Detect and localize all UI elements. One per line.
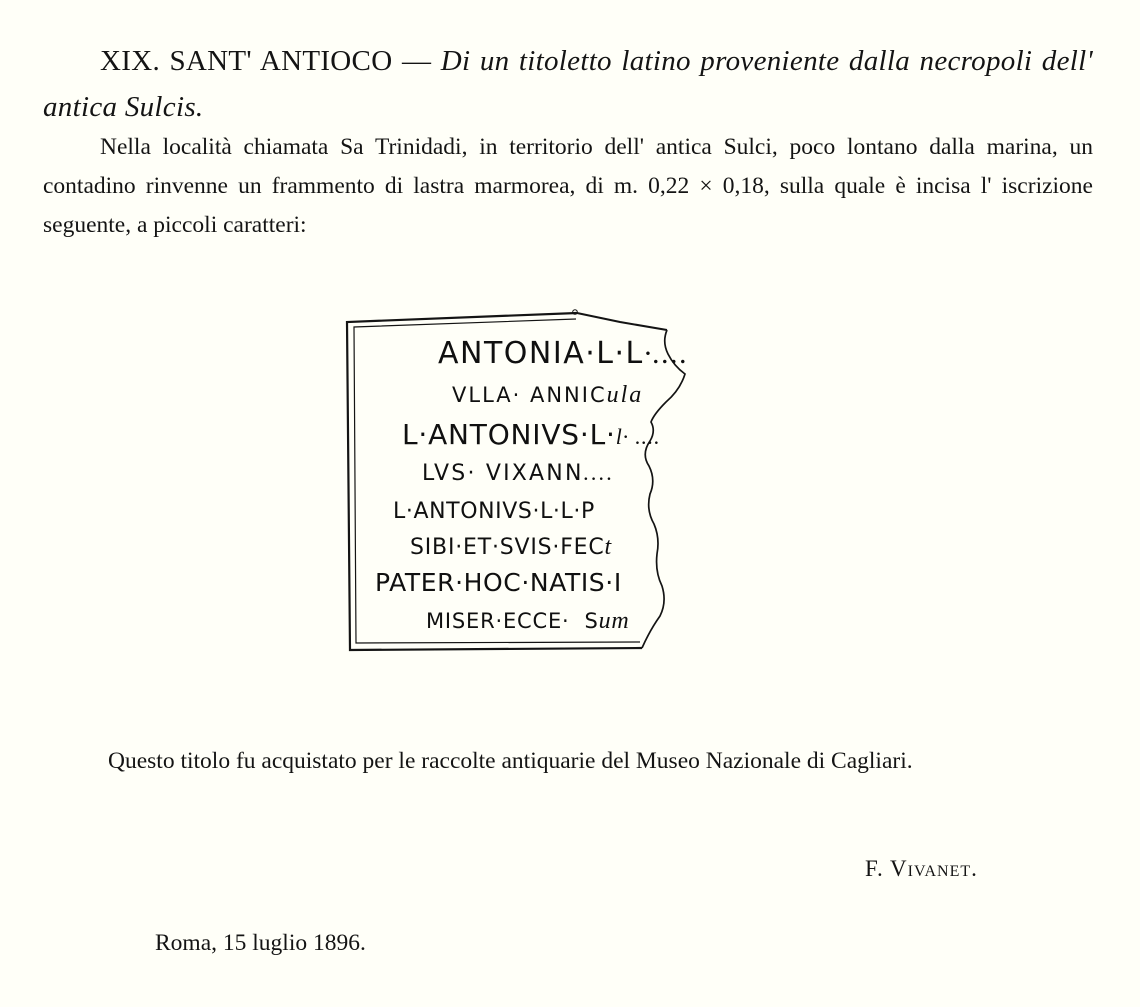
inscription-line-text: LVS· VIXANN [422, 461, 584, 486]
inscription-line-supplement: .... [583, 460, 615, 485]
inscription-line [410, 534, 612, 561]
closing-paragraph-text: Questo titolo fu acquistato per le raccolte antiquarie del Museo Nazionale di Cagliari. [108, 748, 913, 774]
heading-dash: — [401, 45, 432, 77]
section-place: SANT' ANTIOCO [169, 45, 393, 77]
inscription-line-text: L·ANTONIVS·L·L·P [393, 499, 595, 524]
inscription-plate [344, 310, 774, 655]
inscription-line [393, 498, 595, 524]
author-signature [865, 856, 978, 882]
inscription-line-text: SIBI·ET·SVIS·FEC [410, 535, 605, 560]
inscription-line-text: L·ANTONIVS·L· [402, 418, 616, 451]
inscription-line [402, 418, 660, 451]
inscription-line-text: VLLA· ANNIC [452, 383, 607, 407]
inscription-line [452, 382, 643, 409]
section-number: XIX. [100, 45, 160, 77]
inscription-line-supplement: l· .... [615, 424, 661, 449]
inscription-line [375, 568, 622, 598]
author-name: F. Vivanet. [865, 856, 978, 881]
inscription-line-text: PATER·HOC·NATIS·I [375, 568, 622, 597]
inscription-line-supplement: ula [606, 382, 644, 408]
inscription-line-text: ANTONIA·L·L [438, 336, 644, 371]
inscription-line-supplement: um [598, 608, 630, 634]
inscription-line-supplement: t [604, 534, 613, 560]
section-heading [43, 38, 1093, 130]
inscription-line-supplement: ·.... [643, 337, 689, 370]
closing-paragraph [43, 742, 1101, 781]
inscription-line-text: MISER·ECCE· S [426, 609, 599, 633]
inscription-line [426, 608, 630, 635]
section-title: Di un titoletto latino proveniente dalla necropoli dell' antica Sulcis. [43, 45, 1093, 123]
inscription-line [422, 460, 614, 486]
dateline: Roma, 15 luglio 1896. [155, 930, 366, 956]
inscription-line [438, 336, 689, 371]
intro-paragraph [43, 128, 1093, 245]
intro-paragraph-text: Nella località chiamata Sa Trinidadi, in territorio dell' antica Sulci, poco lontano dalla marina, un contadino rinvenne un frammento di lastra marmorea, di m. 0,22 × 0,18, sulla quale è incisa l' iscrizione seguente, a piccoli caratteri: [43, 134, 1093, 238]
